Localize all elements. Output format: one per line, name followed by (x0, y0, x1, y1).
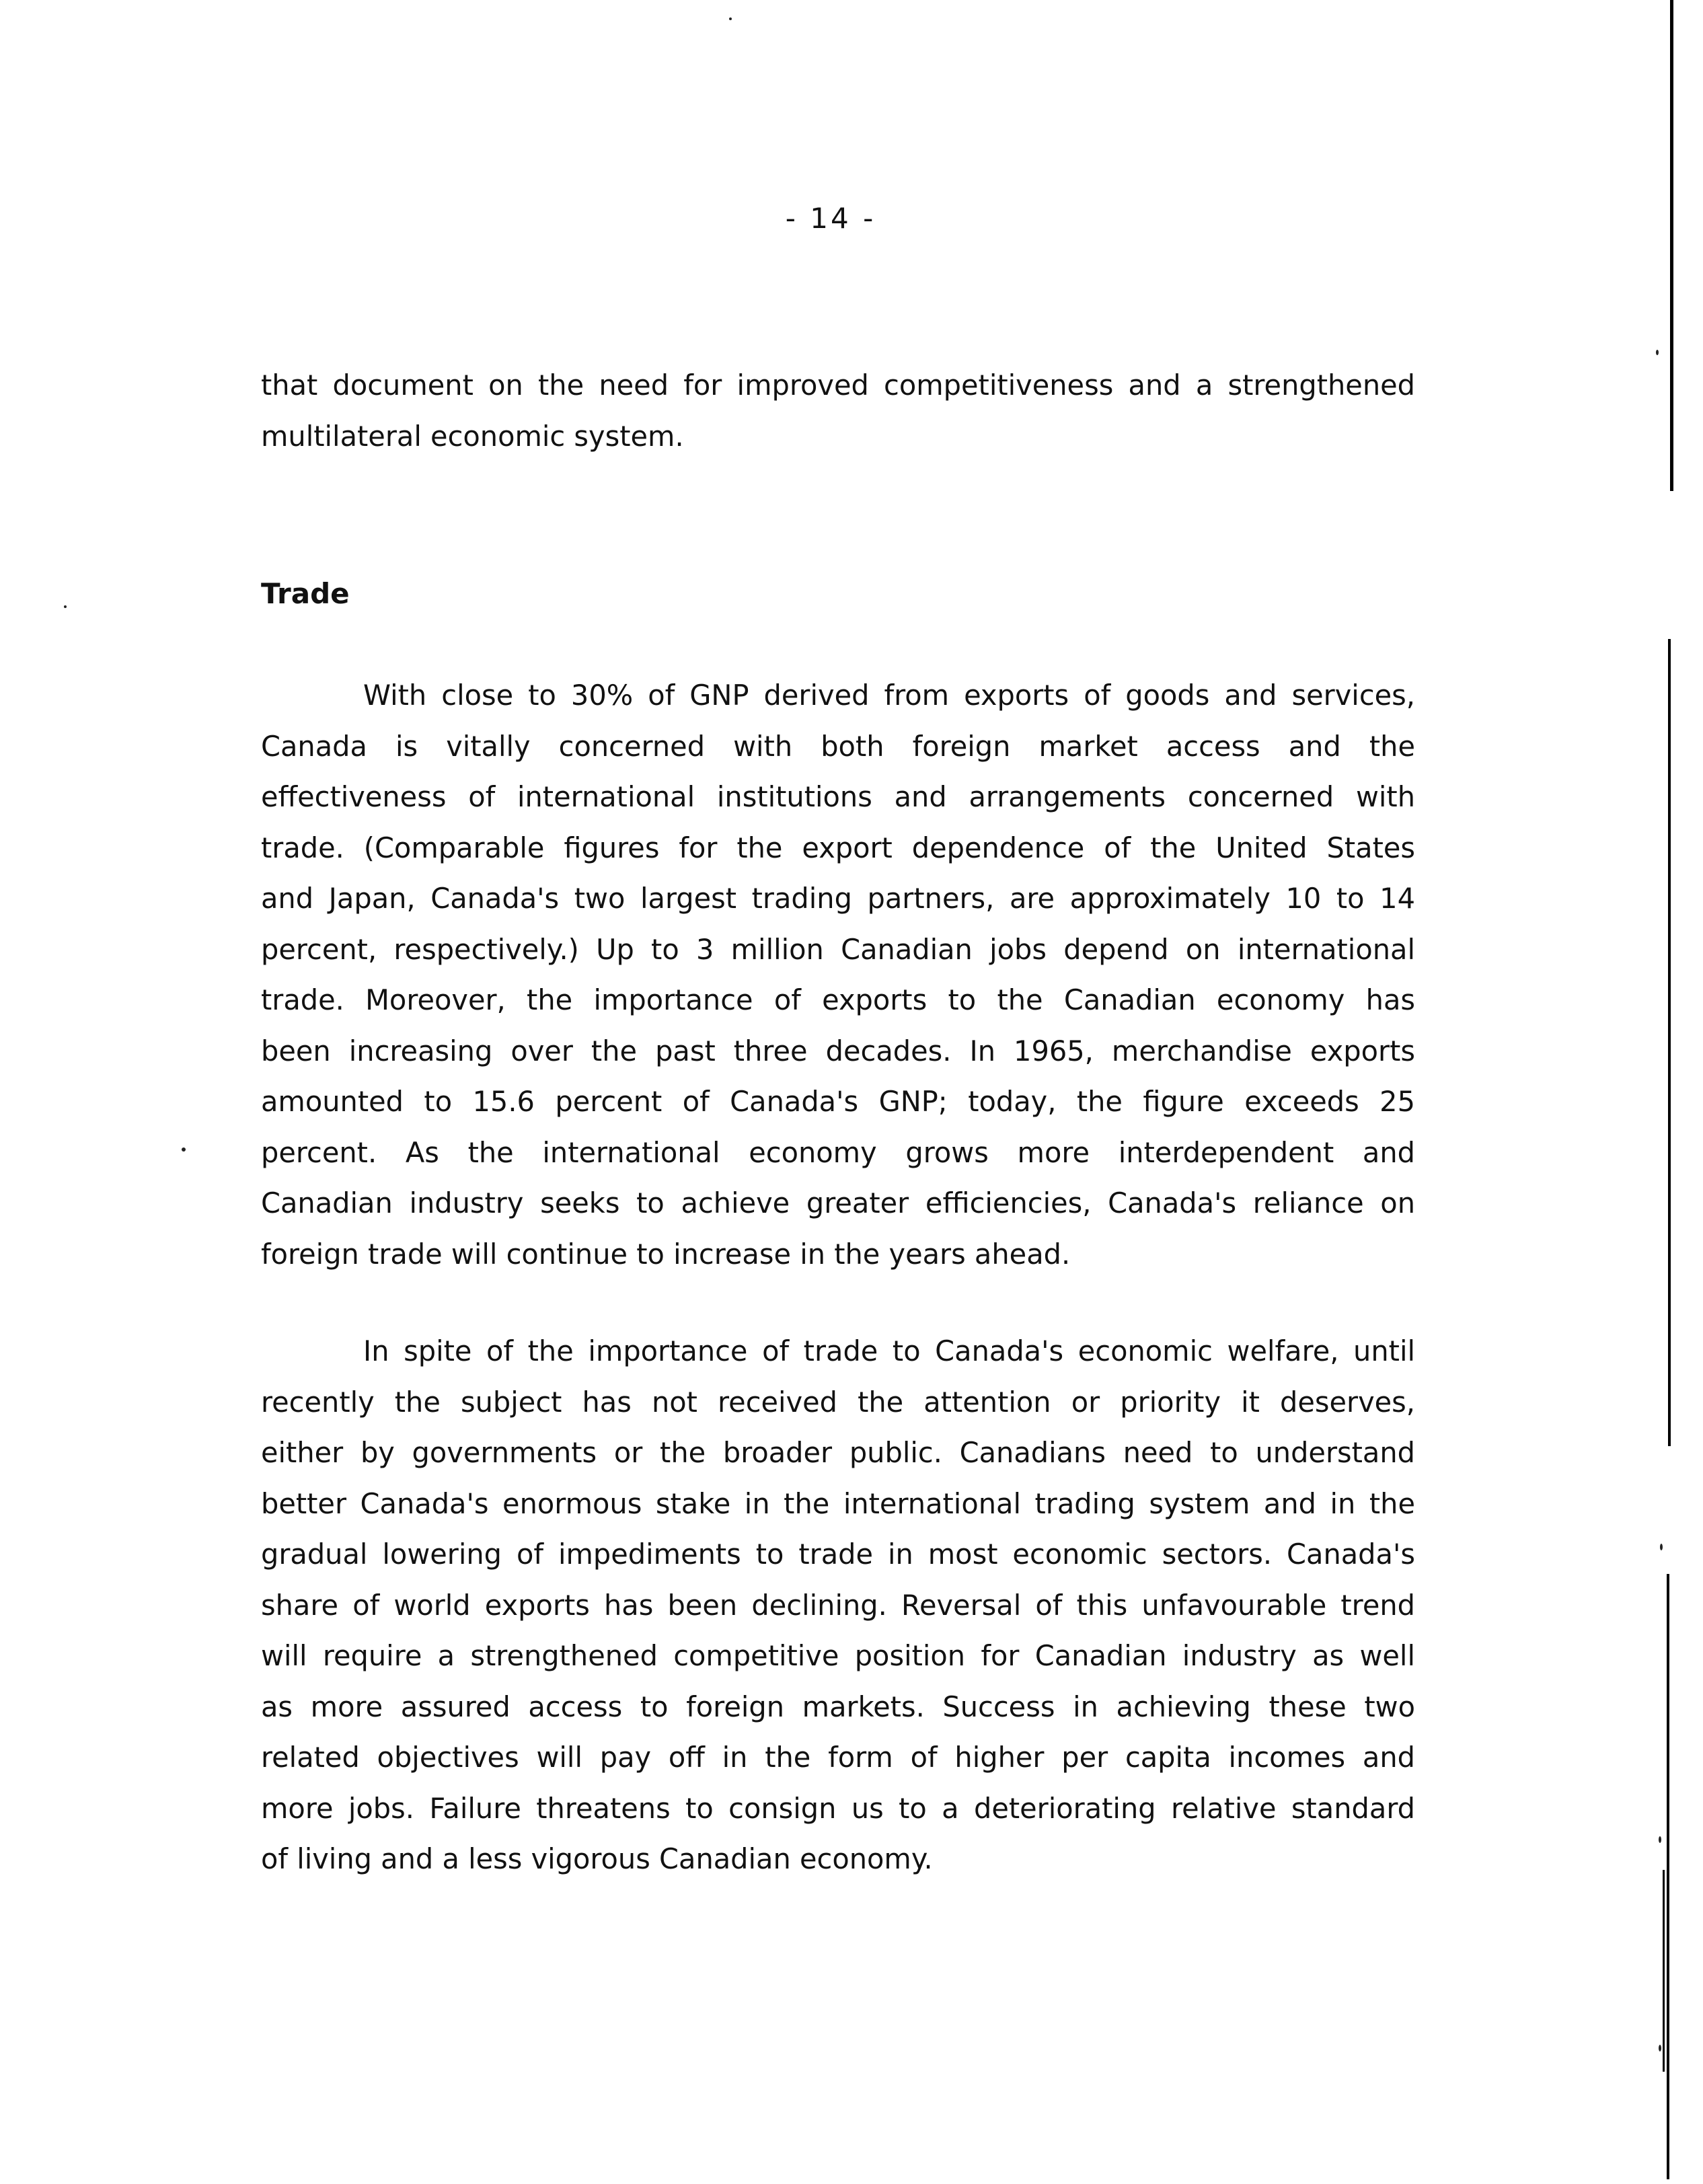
text-line: more jobs. Failure threatens to consign us to a deteriorating relative standard (261, 1791, 1415, 1825)
text-line: gradual lowering of impediments to trade in most economic sectors. Canada's (261, 1538, 1415, 1571)
text-line: share of world exports has been declining. Reversal of this unfavourable trend (261, 1588, 1415, 1622)
scan-edge-line (1670, 0, 1673, 491)
text-line: multilateral economic system. (261, 419, 684, 453)
text-line: percent. As the international economy grows more interdependent and (261, 1135, 1415, 1169)
scan-speck (64, 605, 67, 608)
scan-speck (1656, 350, 1659, 355)
text-line: as more assured access to foreign markets. Success in achieving these two (261, 1690, 1415, 1723)
scan-speck (1659, 2045, 1661, 2051)
text-line: and Japan, Canada's two largest trading partners, are approximately 10 to 14 (261, 882, 1415, 915)
page-number: - 14 - (785, 202, 876, 235)
text-line: foreign trade will continue to increase in the years ahead. (261, 1237, 1071, 1271)
text-line: effectiveness of international institutions and arrangements concerned with (261, 780, 1415, 813)
text-line: Canadian industry seeks to achieve greater efficiencies, Canada's reliance on (261, 1187, 1415, 1219)
intro-paragraph (261, 360, 1415, 461)
text-line: either by governments or the broader public. Canadians need to understand (261, 1436, 1415, 1469)
text-line: that document on the need for improved competitiveness and a strengthened (261, 369, 1415, 402)
section-heading-trade: Trade (261, 577, 350, 610)
scan-edge-line (1663, 1870, 1665, 2072)
text-line: percent, respectively.) Up to 3 million Canadian jobs depend on international (261, 932, 1415, 966)
text-line: been increasing over the past three decades. In 1965, merchandise exports (261, 1034, 1415, 1067)
text-line: recently the subject has not received the attention or priority it deserves, (261, 1385, 1415, 1419)
scan-edge-line (1668, 639, 1671, 1446)
text-line: will require a strengthened competitive position for Canadian industry as well (261, 1639, 1415, 1672)
text-line: Canada is vitally concerned with both foreign market access and the (261, 729, 1415, 763)
text-line: better Canada's enormous stake in the international trading system and in the (261, 1486, 1415, 1520)
text-line: trade. (Comparable figures for the export dependence of the United States (261, 831, 1415, 864)
text-line: trade. Moreover, the importance of exports to the Canadian economy has (261, 983, 1415, 1016)
text-line: amounted to 15.6 percent of Canada's GNP; today, the figure exceeds 25 (261, 1085, 1415, 1118)
trade-paragraph-2 (261, 1326, 1415, 1885)
scan-speck (182, 1147, 186, 1152)
text-line: related objectives will pay off in the form of higher per capita incomes and (261, 1741, 1415, 1774)
scan-speck (1659, 1836, 1661, 1843)
text-line: With close to 30% of GNP derived from exports of goods and services, (363, 679, 1415, 712)
trade-paragraph-1 (261, 670, 1415, 1279)
text-line: In spite of the importance of trade to Canada's economic welfare, until (363, 1334, 1415, 1367)
text-line: of living and a less vigorous Canadian economy. (261, 1842, 933, 1875)
scan-edge-line (1667, 1574, 1669, 2179)
scan-speck (729, 17, 732, 20)
scan-speck (1660, 1544, 1663, 1550)
